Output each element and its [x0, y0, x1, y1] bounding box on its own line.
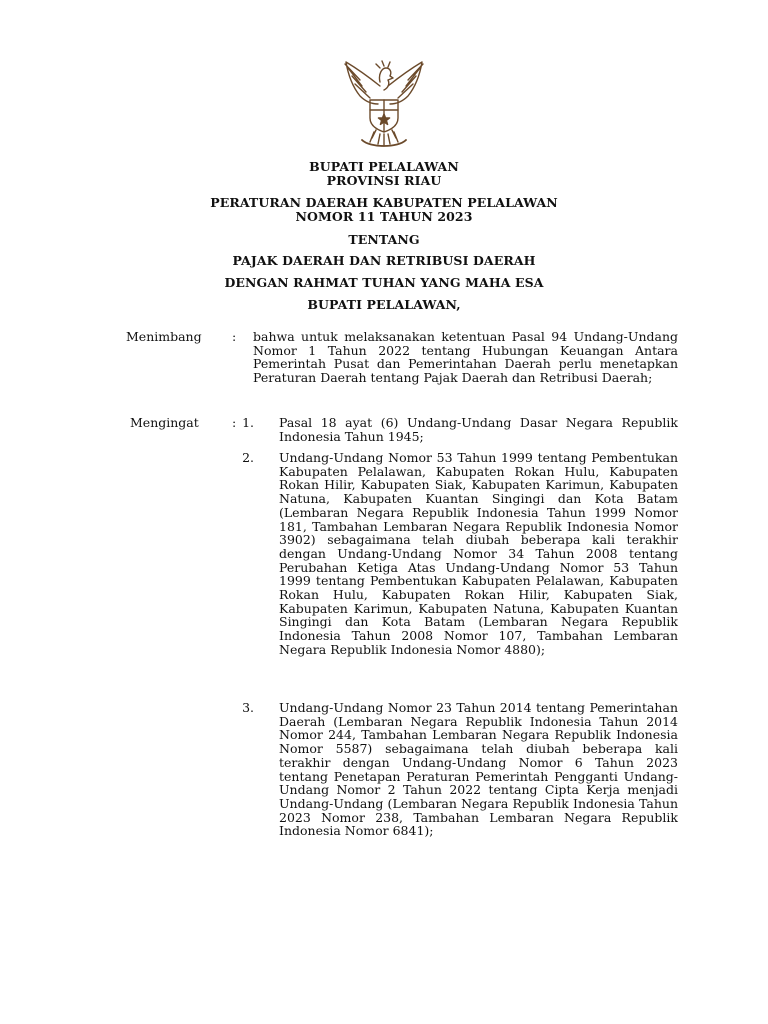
mengingat-label: Mengingat [130, 415, 199, 430]
header-regulation [0, 196, 768, 224]
item-text: Pasal 18 ayat (6) Undang-Undang Dasar Negara Republik Indonesia Tahun 1945; [279, 415, 678, 444]
item-number: 3. [242, 700, 254, 715]
header-line-3: PERATURAN DAERAH KABUPATEN PELALAWAN [210, 195, 558, 210]
header-line-4: NOMOR 11 TAHUN 2023 [295, 209, 473, 224]
header-bupati [0, 160, 768, 188]
menimbang-label: Menimbang [126, 329, 202, 344]
item-number: 1. [242, 415, 254, 430]
item-text: Undang-Undang Nomor 23 Tahun 2014 tentang Pemerintahan Daerah (Lembaran Negara Republik Indonesia Tahun 2014 Nomor 244, Tambahan Lembaran Negara Republik Indonesia Nomor 5587) sebagaimana telah diubah beberapa kali terakhir dengan Undang-Undang Nomor 6 Tahun 2023 tentang Penetapan Peraturan Pemerintah Pengganti Undang-Undang Nomor 2 Tahun 2022 tentang Cipta Kerja menjadi Undang-Undang (Lembaran Negara Republik Indonesia Tahun 2023 Nomor 238, Tambahan Lembaran Negara Republik Indonesia Nomor 6841); [279, 700, 678, 839]
item-number: 2. [242, 450, 254, 465]
header-line-2: PROVINSI RIAU [326, 173, 442, 188]
header-tentang: TENTANG [348, 232, 420, 247]
header-invocation: DENGAN RAHMAT TUHAN YANG MAHA ESA [224, 275, 544, 290]
garuda-emblem-icon [340, 56, 428, 152]
header-official: BUPATI PELALAWAN, [307, 297, 461, 312]
menimbang-colon: : [232, 329, 237, 344]
header-line-1: BUPATI PELALAWAN [309, 159, 459, 174]
item-text: Undang-Undang Nomor 53 Tahun 1999 tentang Pembentukan Kabupaten Pelalawan, Kabupaten Rokan Hulu, Kabupaten Rokan Hilir, Kabupaten Siak, Kabupaten Karimun, Kabupaten Natuna, Kabupaten Kuantan Singingi dan Kota Batam (Lembaran Negara Republik Indonesia Tahun 1999 Nomor 181, Tambahan Lembaran Negara Republik Indonesia Nomor 3902) sebagaimana telah diubah beberapa kali terakhir dengan Undang-Undang Nomor 34 Tahun 2008 tentang Perubahan Ketiga Atas Undang-Undang Nomor 53 Tahun 1999 tentang Pembentukan Kabupaten Pelalawan, Kabupaten Rokan Hulu, Kabupaten Rokan Hilir, Kabupaten Siak, Kabupaten Karimun, Kabupaten Natuna, Kabupaten Kuantan Singingi dan Kota Batam (Lembaran Negara Republik Indonesia Tahun 2008 Nomor 107, Tambahan Lembaran Negara Republik Indonesia Nomor 4880); [279, 450, 678, 657]
header-subject: PAJAK DAERAH DAN RETRIBUSI DAERAH [232, 253, 536, 268]
mengingat-colon: : [232, 415, 237, 430]
menimbang-text: bahwa untuk melaksanakan ketentuan Pasal 94 Undang-Undang Nomor 1 Tahun 2022 tentang Hubungan Keuangan Antara Pemerintah Pusat dan Pemerintahan Daerah perlu menetapkan Peraturan Daerah tentang Pajak Daerah dan Retribusi Daerah; [253, 329, 678, 386]
